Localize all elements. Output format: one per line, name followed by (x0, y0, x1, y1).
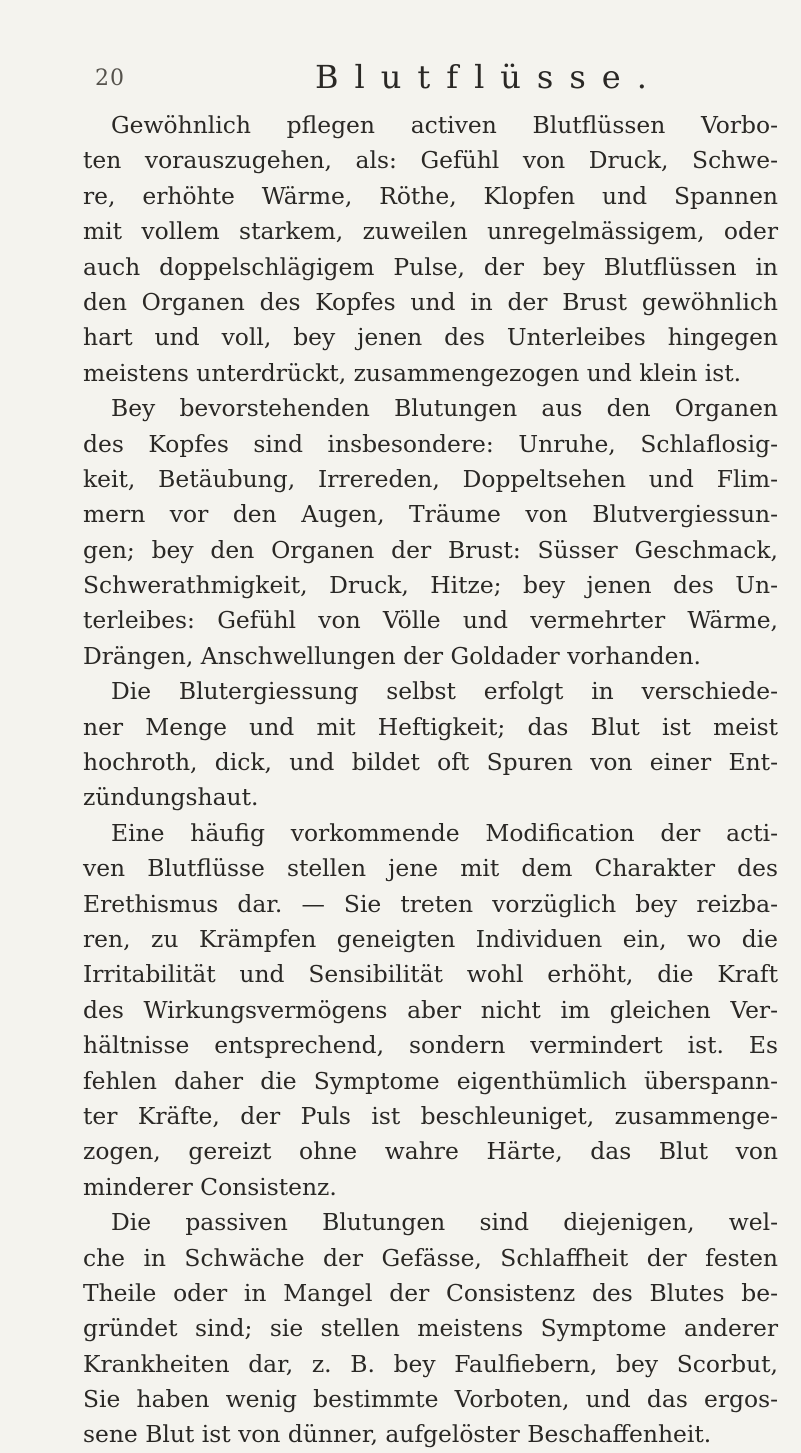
text-line: den Organen des Kopfes und in der Brust gewöhnlich (83, 287, 778, 316)
text-line: hältnisse entsprechend, sondern vermindert ist. Es (83, 1031, 778, 1060)
text-line: ner Menge und mit Heftigkeit; das Blut ist meist (83, 712, 778, 741)
text-line: ven Blutflüsse stellen jene mit dem Charakter des (83, 854, 778, 883)
text-line: mit vollem starkem, zuweilen unregelmässigem, oder (83, 217, 778, 246)
text-line: ter Kräfte, der Puls ist beschleuniget, zusammenge- (83, 1101, 778, 1130)
text-line: hart und voll, bey jenen des Unterleibes hingegen (83, 323, 778, 352)
text-line: Erethismus dar. — Sie treten vorzüglich bey reizba- (83, 889, 778, 918)
text-line: minderer Consistenz. (83, 1172, 337, 1201)
text-line: che in Schwäche der Gefässe, Schlaffheit der festen (83, 1243, 778, 1272)
text-line: Krankheiten dar, z. B. bey Faulfiebern, bey Scorbut, (83, 1349, 778, 1378)
text-line: Die Blutergiessung selbst erfolgt in verschiede- (111, 677, 778, 706)
text-line: Die passiven Blutungen sind diejenigen, wel- (111, 1208, 778, 1237)
text-line: zogen, gereizt ohne wahre Härte, das Blut von (83, 1137, 778, 1166)
text-line: meistens unterdrückt, zusammengezogen und klein ist. (83, 358, 742, 387)
text-line: gründet sind; sie stellen meistens Symptome anderer (83, 1314, 778, 1343)
text-line: Irritabilität und Sensibilität wohl erhöht, die Kraft (83, 960, 778, 989)
text-line: Theile oder in Mangel der Consistenz des Blutes be- (83, 1278, 778, 1307)
text-line: ten vorauszugehen, als: Gefühl von Druck, Schwe- (83, 146, 778, 175)
text-line: Schwerathmigkeit, Druck, Hitze; bey jenen des Un- (83, 571, 778, 600)
page-number: 20 (95, 66, 125, 91)
text-line: des Kopfes sind insbesondere: Unruhe, Schlaflosig- (83, 429, 778, 458)
text-line: mern vor den Augen, Träume von Blutvergiessun- (83, 500, 778, 529)
text-line: Bey bevorstehenden Blutungen aus den Organen (111, 394, 778, 423)
running-title: Blutflüsse. (315, 58, 663, 96)
text-line: zündungshaut. (83, 783, 259, 812)
text-line: Eine häufig vorkommende Modification der acti- (111, 818, 778, 847)
text-line: ren, zu Krämpfen geneigten Individuen ein, wo die (83, 924, 778, 953)
text-line: terleibes: Gefühl von Völle und vermehrter Wärme, (83, 606, 778, 635)
text-line: fehlen daher die Symptome eigenthümlich überspann- (83, 1066, 778, 1095)
text-line: Drängen, Anschwellungen der Goldader vorhanden. (83, 641, 701, 670)
text-line: hochroth, dick, und bildet oft Spuren von einer Ent- (83, 748, 778, 777)
running-head (95, 58, 775, 98)
text-line: auch doppelschlägigem Pulse, der bey Blutflüssen in (83, 252, 778, 281)
text-line: keit, Betäubung, Irrereden, Doppeltsehen und Flim- (83, 464, 778, 493)
text-line: sene Blut ist von dünner, aufgelöster Beschaffenheit. (83, 1420, 712, 1449)
text-line: Sie haben wenig bestimmte Vorboten, und das ergos- (83, 1385, 778, 1414)
body-text (83, 108, 778, 1453)
text-line: gen; bey den Organen der Brust: Süsser Geschmack, (83, 535, 778, 564)
text-line: re, erhöhte Wärme, Röthe, Klopfen und Spannen (83, 181, 778, 210)
text-line: des Wirkungsvermögens aber nicht im gleichen Ver- (83, 995, 778, 1024)
text-line: Gewöhnlich pflegen activen Blutflüssen Vorbo- (111, 111, 778, 139)
